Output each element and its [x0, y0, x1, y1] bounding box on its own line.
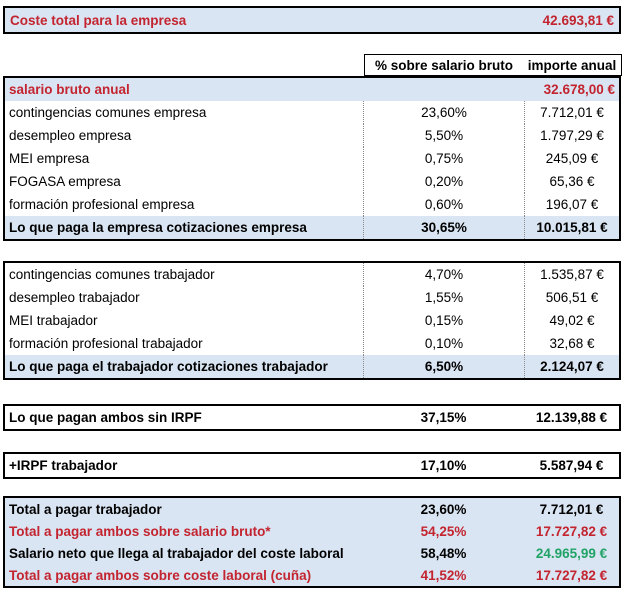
row-percent: 0,10% — [363, 332, 524, 355]
row-amount: 32,68 € — [524, 332, 619, 355]
empresa-total-row — [5, 216, 619, 239]
row-label: Lo que paga el trabajador cotizaciones trabajador — [9, 359, 328, 374]
table-row — [5, 124, 619, 147]
table-row — [5, 147, 619, 170]
column-header-box — [364, 54, 622, 76]
row-percent: 0,20% — [363, 170, 524, 193]
row-label: Total a pagar trabajador — [9, 501, 162, 517]
summary-row-total-ambos-bruto — [5, 520, 619, 542]
row-label: desempleo empresa — [9, 128, 132, 143]
row-amount: 17.727,82 € — [535, 567, 608, 583]
row-amount: 1.535,87 € — [524, 263, 619, 286]
table-row — [5, 406, 619, 429]
row-amount: 10.015,81 € — [524, 216, 619, 239]
summary-row-salario-neto — [5, 542, 619, 564]
table-row — [5, 193, 619, 216]
row-amount: 506,51 € — [524, 286, 619, 309]
row-amount: 17.727,82 € — [535, 523, 608, 539]
row-amount: 65,36 € — [524, 170, 619, 193]
total-cost-label: Coste total para la empresa — [10, 12, 187, 28]
row-percent: 37,15% — [420, 410, 467, 425]
row-percent: 0,75% — [363, 147, 524, 170]
trabajador-contributions-table — [3, 261, 621, 380]
row-percent: 58,48% — [420, 545, 467, 561]
table-row — [5, 309, 619, 332]
row-percent: 17,10% — [420, 458, 467, 473]
table-row — [5, 170, 619, 193]
row-percent: 30,65% — [363, 216, 524, 239]
gross-salary-label: salario bruto anual — [9, 82, 130, 97]
table-row — [5, 332, 619, 355]
header-percent-column: % sobre salario bruto — [374, 57, 514, 73]
row-label: desempleo trabajador — [9, 290, 140, 305]
row-label: Lo que pagan ambos sin IRPF — [9, 410, 202, 425]
row-label: formación profesional empresa — [9, 197, 195, 212]
table-row — [5, 263, 619, 286]
row-percent: 1,55% — [363, 286, 524, 309]
row-label: Total a pagar ambos sobre salario bruto* — [9, 523, 271, 539]
total-cost-box — [3, 6, 621, 34]
row-amount: 49,02 € — [524, 309, 619, 332]
row-percent: 23,60% — [363, 101, 524, 124]
trabajador-total-row — [5, 355, 619, 378]
row-percent: 4,70% — [363, 263, 524, 286]
table-row — [5, 454, 619, 477]
row-label: FOGASA empresa — [9, 174, 121, 189]
row-label: contingencias comunes empresa — [9, 105, 207, 120]
row-percent: 41,52% — [420, 567, 467, 583]
row-percent: 23,60% — [420, 501, 467, 517]
row-label: Lo que paga la empresa cotizaciones empresa — [9, 220, 307, 235]
irpf-box — [3, 452, 621, 479]
final-summary-table — [3, 496, 621, 588]
row-amount: 196,07 € — [524, 193, 619, 216]
summary-row-total-ambos-cuna — [5, 564, 619, 586]
row-amount: 245,09 € — [524, 147, 619, 170]
row-label: MEI trabajador — [9, 313, 98, 328]
row-amount: 2.124,07 € — [524, 355, 619, 378]
row-percent: 0,15% — [363, 309, 524, 332]
row-label: formación profesional trabajador — [9, 336, 203, 351]
row-amount: 7.712,01 € — [524, 101, 619, 124]
row-amount: 24.965,99 € — [535, 545, 608, 561]
row-amount: 1.797,29 € — [524, 124, 619, 147]
row-percent: 5,50% — [363, 124, 524, 147]
row-percent: 0,60% — [363, 193, 524, 216]
summary-row-total-trabajador — [5, 498, 619, 520]
empresa-contributions-table — [3, 76, 621, 241]
table-row — [5, 101, 619, 124]
total-cost-value: 42.693,81 € — [542, 12, 614, 28]
row-amount: 5.587,94 € — [539, 458, 604, 473]
row-amount: 7.712,01 € — [539, 501, 604, 517]
header-amount-column: importe anual — [527, 57, 617, 73]
table-row — [5, 286, 619, 309]
both-without-irpf-box — [3, 404, 621, 431]
row-label: contingencias comunes trabajador — [9, 267, 215, 282]
row-label: Total a pagar ambos sobre coste laboral (cuña) — [9, 567, 312, 583]
gross-salary-row — [5, 78, 619, 101]
row-amount: 12.139,88 € — [535, 410, 608, 425]
row-percent: 54,25% — [420, 523, 467, 539]
gross-salary-value: 32.678,00 € — [543, 82, 615, 97]
row-percent: 6,50% — [363, 355, 524, 378]
row-label: MEI empresa — [9, 151, 90, 166]
row-label: +IRPF trabajador — [9, 458, 118, 473]
row-label: Salario neto que llega al trabajador del coste laboral — [9, 545, 344, 561]
